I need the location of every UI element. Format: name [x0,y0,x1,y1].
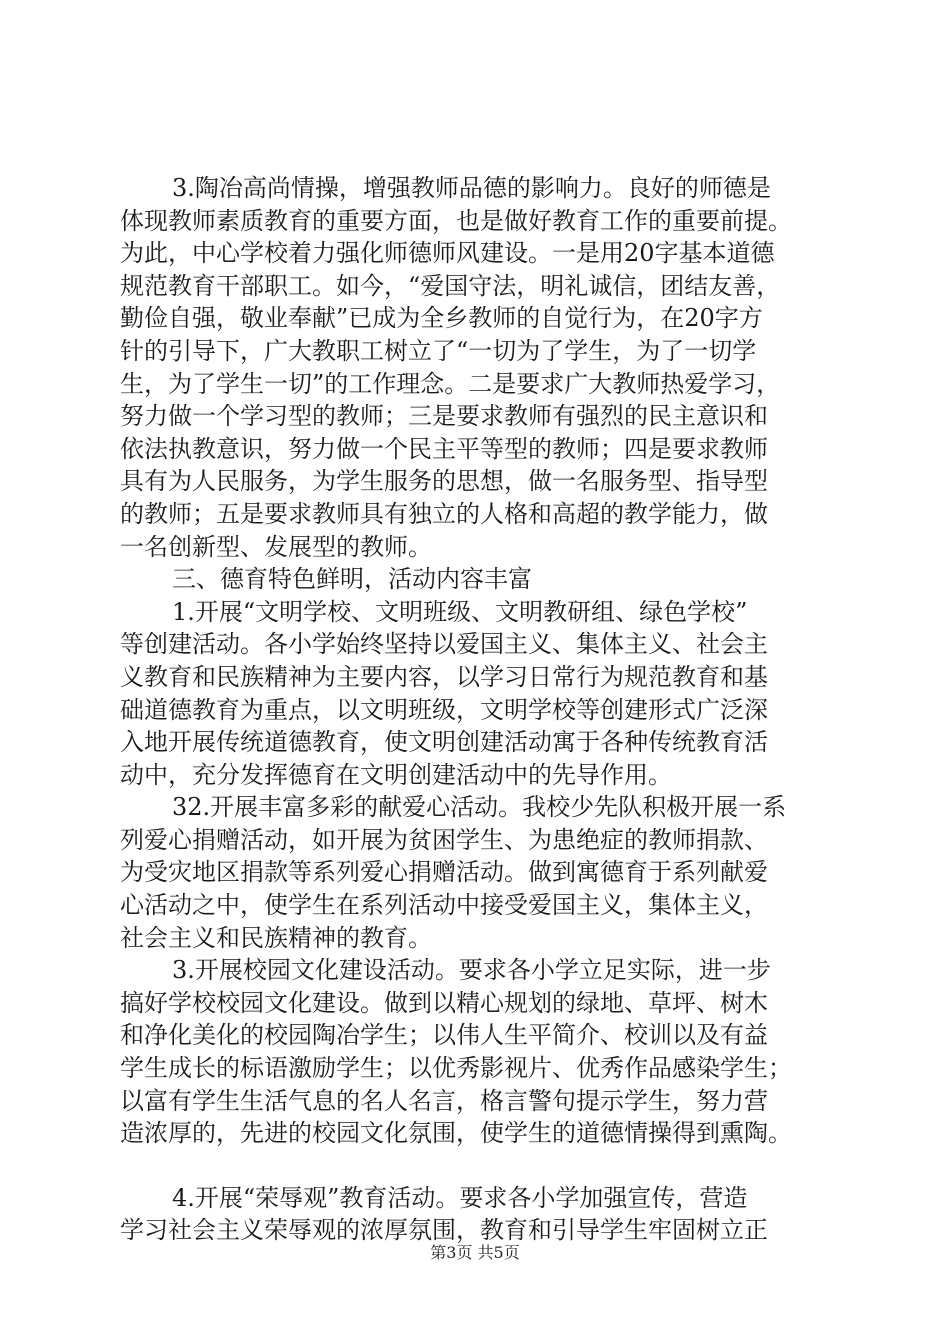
text-line: 以富有学生生活气息的名人名言，格言警句提示学生，努力营 [120,1086,768,1115]
text-line: 的教师；五是要求教师具有独立的人格和高超的教学能力，做 [120,499,768,528]
text-line: 动中，充分发挥德育在文明创建活动中的先导作用。 [120,760,672,789]
text-line: 32.开展丰富多彩的献爱心活动。我校少先队积极开展一系 [172,793,787,822]
text-line: 为此，中心学校着力强化师德师风建设。一是用20字基本道德 [120,239,775,268]
text-line: 体现教师素质教育的重要方面，也是做好教育工作的重要前提。 [120,206,792,235]
text-line: 生，为了学生一切”的工作理念。二是要求广大教师热爱学习， [120,369,781,398]
text-line: 列爱心捐赠活动，如开展为贫困学生、为患绝症的教师捐款、 [120,825,768,854]
section-heading [120,563,832,596]
text-line: 造浓厚的，先进的校园文化氛围，使学生的道德情操得到熏陶。 [120,1119,792,1148]
text-line: 等创建活动。各小学始终坚持以爱国主义、集体主义、社会主 [120,630,768,659]
text-line: 础道德教育为重点，以文明班级，文明学校等创建形式广泛深 [120,695,768,724]
text-line: 1.开展“文明学校、文明班级、文明教研组、绿色学校” [172,597,748,626]
text-line: 针的引导下，广大教职工树立了“一切为了学生，为了一切学 [120,336,757,365]
text-line: 勤俭自强，敬业奉献”已成为全乡教师的自觉行为，在20字方 [120,304,763,333]
paragraph-civilization-campaign [120,596,832,792]
text-line: 4.开展“荣辱观”教育活动。要求各小学加强宣传，营造 [172,1183,748,1212]
text-line: 努力做一个学习型的教师；三是要求教师有强烈的民主意识和 [120,402,768,431]
text-line: 具有为人民服务，为学生服务的思想，做一名服务型、指导型 [120,467,768,496]
text-line: 入地开展传统道德教育，使文明创建活动寓于各种传统教育活 [120,728,768,757]
document-body [120,172,832,1247]
paragraph-honor-disgrace [120,1182,832,1247]
text-line: 一名创新型、发展型的教师。 [120,532,432,561]
text-line: 学习社会主义荣辱观的浓厚氛围，教育和引导学生牢固树立正 [120,1216,768,1245]
paragraph-campus-culture [120,954,832,1150]
text-line: 学生成长的标语激励学生；以优秀影视片、优秀作品感染学生； [120,1054,792,1083]
paragraph-charity-activities [120,791,832,954]
text-line: 和净化美化的校园陶冶学生；以伟人生平简介、校训以及有益 [120,1021,768,1050]
paragraph-teacher-ethics [120,172,832,563]
text-line: 规范教育干部职工。如今，“爱国守法，明礼诚信，团结友善， [120,271,781,300]
text-line: 义教育和民族精神为主要内容，以学习日常行为规范教育和基 [120,662,768,691]
blank-line [120,1150,832,1182]
text-line: 心活动之中，使学生在系列活动中接受爱国主义，集体主义， [120,891,768,920]
text-line: 3.开展校园文化建设活动。要求各小学立足实际，进一步 [172,956,771,985]
text-line: 社会主义和民族精神的教育。 [120,923,432,952]
text-line: 依法执教意识，努力做一个民主平等型的教师；四是要求教师 [120,434,768,463]
text-line: 为受灾地区捐款等系列爱心捐赠活动。做到寓德育于系列献爱 [120,858,768,887]
text-line: 搞好学校校园文化建设。做到以精心规划的绿地、草坪、树木 [120,988,768,1017]
section-heading-text: 三、德育特色鲜明，活动内容丰富 [172,565,532,594]
page-number-footer: 第3页 共5页 [430,1243,520,1262]
text-line: 3.陶冶高尚情操，增强教师品德的影响力。良好的师德是 [172,174,771,202]
